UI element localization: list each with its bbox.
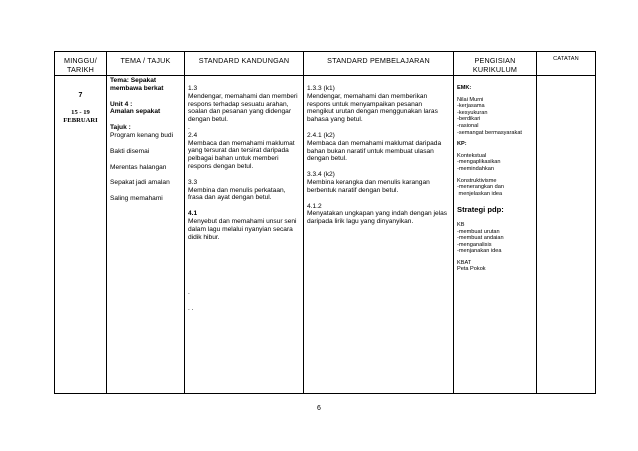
sp-text: Menyatakan ungkapan yang indah dengan jelas daripada lirik lagu yang dinyanyikan.: [307, 210, 448, 226]
sk-text: Menyebut dan memahami unsur seni dalam lagu melalui nyanyian secara didik hibur.: [188, 217, 297, 241]
sp-text: Mendengar, memahami dan memberikan respons untuk menyampaikan pesanan mengikut urutan dengan menggunakan laras bahasa yang betul.: [307, 92, 438, 124]
nilai-item: -berdikari: [457, 116, 481, 123]
emk-title: EMK:: [457, 85, 472, 91]
kb-item: -menjanakan idea: [457, 248, 502, 255]
kontekstual-item: Kontekstual: [457, 152, 487, 159]
header-standard-kandungan: STANDARD KANDUNGAN: [185, 52, 304, 76]
week-cell: [55, 76, 107, 394]
week-number: 7: [78, 92, 83, 99]
konstruktivisme-item: -menerangkan dan: [457, 184, 504, 191]
header-tema: TEMA / TAJUK: [107, 52, 185, 76]
strategi-title: Strategi pdp:: [457, 205, 504, 215]
tajuk-item: Saling memahami: [110, 195, 163, 203]
header-catatan: CATATAN: [537, 52, 596, 76]
konstruktivisme-item: menjelaskan idea: [457, 190, 503, 197]
kp-title: KP:: [457, 141, 467, 148]
sp-text: Membaca dan memahami maklumat daripada bahan bukan naratif untuk membuat ulasan dengan betul.: [307, 139, 442, 163]
kontekstual-item: -memindahkan: [457, 165, 494, 172]
header-pengisian: PENGISIAN KURIKULUM: [454, 52, 537, 76]
kb-item: -membuat andaian: [457, 235, 504, 242]
nilai-item: -kerjasama: [457, 103, 485, 110]
sk-code: 2.4: [188, 131, 198, 139]
sp-code: 4.1.2: [307, 202, 322, 210]
tajuk-item: Merentas halangan: [110, 163, 167, 171]
standard-kandungan-cell: [185, 76, 304, 394]
nilai-item: -rasional: [457, 122, 479, 129]
week-date: 15 - 19 FEBRUARI: [63, 109, 98, 124]
sp-code: 2.4.1 (k2): [307, 131, 335, 139]
sk-code: 4.1: [188, 210, 198, 218]
catatan-cell: [537, 76, 596, 394]
sk-text: Membina dan menulis perkataan, frasa dan ayat dengan betul.: [188, 186, 286, 202]
sp-code: 3.3.4 (k2): [307, 171, 335, 179]
kbat-item: Peta Pokok: [457, 266, 486, 273]
standard-pembelajaran-cell: [304, 76, 454, 394]
week-row: [55, 76, 596, 394]
sk-text: Membaca dan memahami maklumat yang tersurat dan tersirat daripada pelbagai bahan untuk memberi respons dengan betul.: [188, 139, 295, 170]
lesson-plan-table: [54, 51, 596, 394]
nilai-item: -semangat bermasyarakat: [457, 129, 522, 136]
tajuk-label: Tajuk :: [110, 124, 131, 132]
header-standard-pembelajaran: STANDARD PEMBELAJARAN: [304, 52, 454, 76]
sk-text: Mendengar, memahami dan memberi respons terhadap sesuatu arahan, soalan dan pesanan yang didengar dengan betul. .: [188, 92, 298, 131]
sp-text: Membina kerangka dan menulis karangan berbentuk naratif dengan betul.: [307, 178, 430, 194]
sp-code: 1.3.3 (k1): [307, 85, 335, 92]
tajuk-item: Program kenang budi: [110, 131, 174, 139]
sk-trailing-mark: .: [188, 289, 190, 297]
nilai-item: Nilai Murni: [457, 96, 484, 103]
sk-code: 1.3: [188, 85, 198, 92]
nilai-item: -kesyukuran: [457, 109, 488, 116]
sk-code: 3.3: [188, 178, 198, 186]
pengisian-cell: [454, 76, 537, 394]
kb-item: -membuat urutan: [457, 228, 500, 235]
kb-item: -menganalisis: [457, 241, 492, 248]
tajuk-item: Bakti disemai: [110, 147, 150, 155]
kbat-item: KBAT: [457, 259, 472, 266]
kb-item: KB: [457, 221, 465, 228]
header-minggu: MINGGU/ TARIKH: [55, 52, 107, 76]
page-number: 6: [317, 405, 321, 412]
header-row: [55, 52, 596, 76]
sk-trailing-mark: . .: [188, 305, 194, 313]
tema-cell: [107, 76, 185, 394]
kontekstual-item: -mengaplikasikan: [457, 159, 501, 166]
konstruktivisme-item: Konstruktivisme: [457, 177, 497, 184]
tajuk-item: Sepakat jadi amalan: [110, 179, 170, 187]
unit-label: Unit 4 : Amalan sepakat: [110, 100, 161, 116]
tema-label: Tema: Sepakat membawa berkat: [110, 77, 164, 92]
